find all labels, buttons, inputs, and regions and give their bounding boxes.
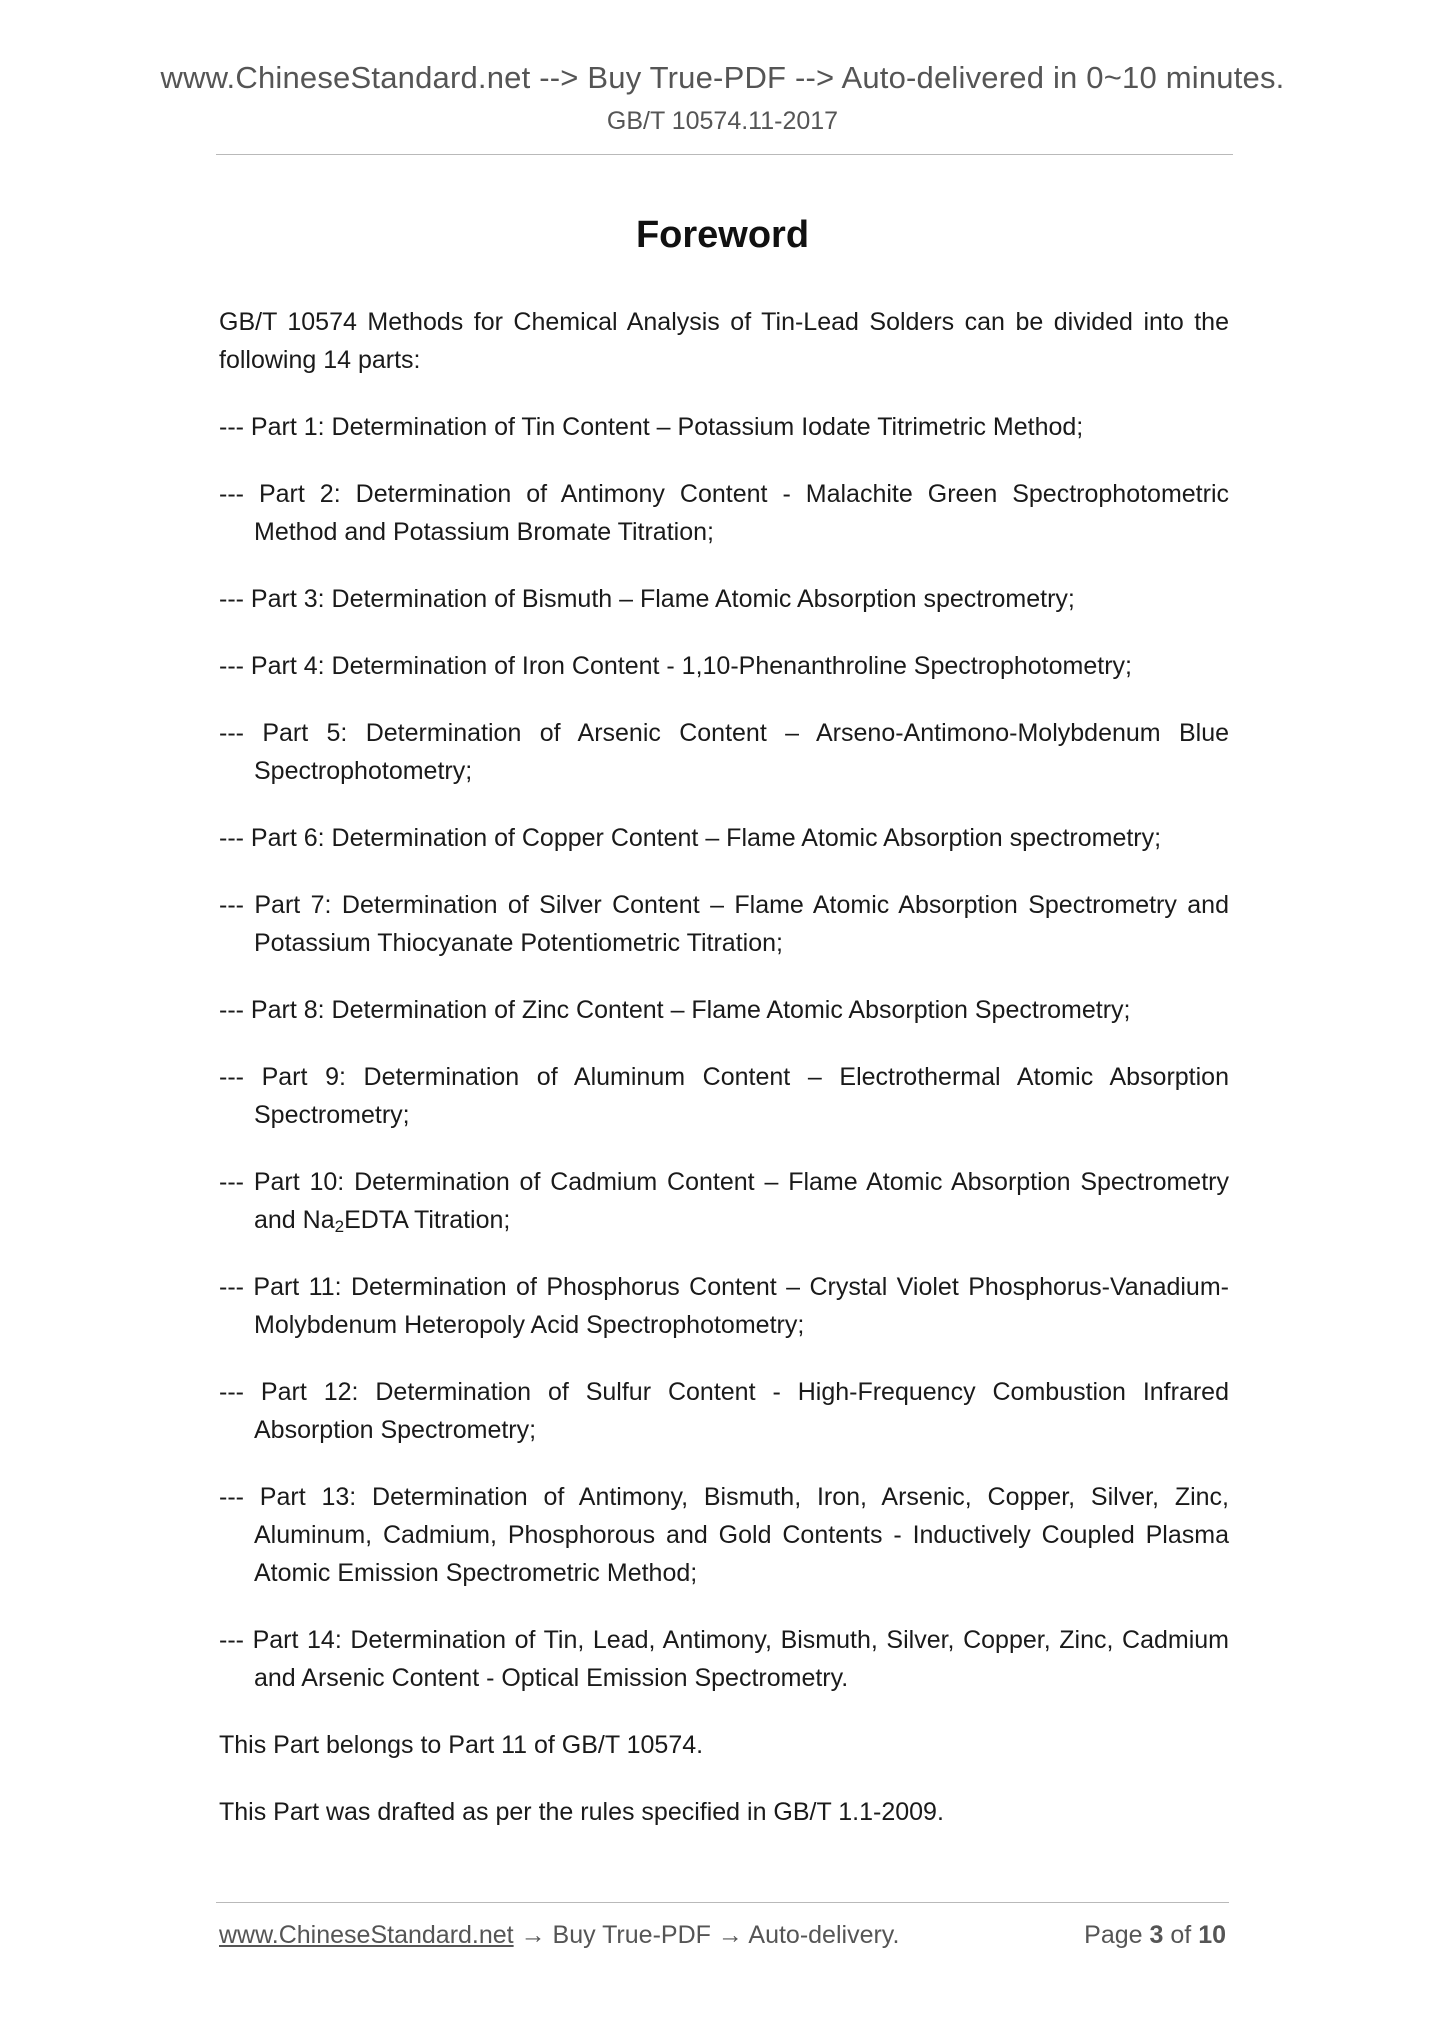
closing-paragraph-1: This Part belongs to Part 11 of GB/T 10574. <box>219 1731 704 1759</box>
header-banner: www.ChineseStandard.net --> Buy True-PDF --> Auto-delivered in 0~10 minutes. <box>160 60 1285 95</box>
part-item-6: --- Part 6: Determination of Copper Content – Flame Atomic Absorption spectrometry; <box>219 824 1162 852</box>
intro-paragraph: GB/T 10574 Methods for Chemical Analysis of Tin-Lead Solders can be divided into the following 14 parts: <box>219 308 1229 374</box>
part-item-1: --- Part 1: Determination of Tin Content – Potassium Iodate Titrimetric Method; <box>219 413 1084 441</box>
page-total: 10 <box>1198 1921 1226 1949</box>
part-item-10-tail: EDTA Titration; <box>344 1206 511 1234</box>
footer-divider <box>216 1902 1229 1903</box>
part-item-10-text: --- Part 10: Determination of Cadmium Content – Flame Atomic Absorption Spectrometry and Na <box>219 1168 1229 1234</box>
part-item-13: --- Part 13: Determination of Antimony, Bismuth, Iron, Arsenic, Copper, Silver, Zinc, Aluminum, Cadmium, Phosphorous and Gold Contents - Inductively Coupled Plasma Atomic Emission Spectrometric Method; <box>219 1483 1229 1587</box>
part-item-10 <box>219 1163 1229 1239</box>
part-item-3: --- Part 3: Determination of Bismuth – Flame Atomic Absorption spectrometry; <box>219 585 1075 613</box>
part-item-11: --- Part 11: Determination of Phosphorus Content – Crystal Violet Phosphorus-Vanadium-Molybdenum Heteropoly Acid Spectrophotometry; <box>219 1273 1229 1339</box>
header-divider <box>216 154 1233 155</box>
document-body <box>219 303 1229 1860</box>
part-item-2: --- Part 2: Determination of Antimony Content - Malachite Green Spectrophotometric Method and Potassium Bromate Titration; <box>219 480 1229 546</box>
page-title: Foreword <box>635 214 810 256</box>
part-item-5: --- Part 5: Determination of Arsenic Content – Arseno-Antimono-Molybdenum Blue Spectrophotometry; <box>219 719 1229 785</box>
page-current: 3 <box>1149 1921 1164 1949</box>
part-item-10-subscript: 2 <box>334 1217 345 1236</box>
part-item-7: --- Part 7: Determination of Silver Content – Flame Atomic Absorption Spectrometry and Potassium Thiocyanate Potentiometric Titration; <box>219 891 1229 957</box>
closing-paragraph-2: This Part was drafted as per the rules specified in GB/T 1.1-2009. <box>219 1798 944 1826</box>
part-item-9: --- Part 9: Determination of Aluminum Content – Electrothermal Atomic Absorption Spectrometry; <box>219 1063 1229 1129</box>
part-item-4: --- Part 4: Determination of Iron Content - 1,10-Phenanthroline Spectrophotometry; <box>219 652 1132 680</box>
page-label: Page <box>1084 1921 1143 1949</box>
page-number <box>1084 1921 1226 1950</box>
part-item-8: --- Part 8: Determination of Zinc Content – Flame Atomic Absorption Spectrometry; <box>219 996 1131 1024</box>
part-item-14: --- Part 14: Determination of Tin, Lead, Antimony, Bismuth, Silver, Copper, Zinc, Cadmium and Arsenic Content - Optical Emission Spectrometry. <box>219 1626 1229 1692</box>
part-item-12: --- Part 12: Determination of Sulfur Content - High-Frequency Combustion Infrared Absorption Spectrometry; <box>219 1378 1229 1444</box>
page-of-label: of <box>1170 1921 1192 1949</box>
parts-list <box>219 408 1229 1697</box>
standard-code: GB/T 10574.11-2017 <box>606 107 839 135</box>
footer-left <box>219 1921 899 1950</box>
footer-delivery-text: → Buy True-PDF → Auto-delivery. <box>513 1921 900 1949</box>
footer-website-link[interactable]: www.ChineseStandard.net <box>219 1921 514 1949</box>
